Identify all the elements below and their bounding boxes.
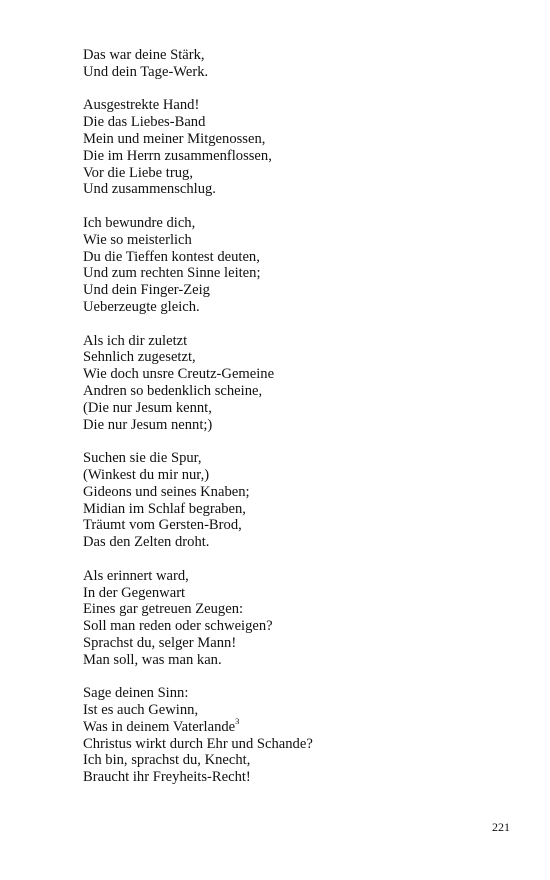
poem-line: [83, 215, 483, 232]
poem-line: [83, 417, 483, 434]
poem-line-text: Und dein Tage-Werk.: [83, 63, 209, 80]
poem-line: [83, 769, 483, 786]
poem-line: [83, 517, 483, 534]
stanza: [83, 450, 483, 551]
stanza: [83, 47, 483, 81]
poem-line-text: Das den Zelten droht.: [83, 534, 210, 551]
poem-line: [83, 400, 483, 417]
poem-line: [83, 450, 483, 467]
poem-line: [83, 64, 483, 81]
poem-line-text: Gideons und seines Knaben;: [83, 483, 250, 500]
poem-line: [83, 484, 483, 501]
stanza: [83, 333, 483, 434]
poem-line: [83, 333, 483, 350]
poem-line: [83, 702, 483, 719]
poem-line: [83, 752, 483, 769]
poem-line: [83, 299, 483, 316]
poem-line-text: Soll man reden oder schweigen?: [83, 618, 273, 635]
poem-line: [83, 383, 483, 400]
poem-line-text: Wie so meisterlich: [83, 231, 192, 248]
poem-line-text: Man soll, was man kan.: [83, 651, 222, 668]
poem-line: [83, 249, 483, 266]
poem-line-text: Sage deinen Sinn:: [83, 685, 189, 702]
poem-line-text: Die das Liebes-Band: [83, 114, 206, 131]
poem-line-text: Du die Tieffen kontest deuten,: [83, 248, 260, 265]
poem-line-text: Sprachst du, selger Mann!: [83, 634, 237, 651]
poem-line: [83, 534, 483, 551]
poem-line: [83, 585, 483, 602]
poem-line: [83, 282, 483, 299]
poem-line: [83, 736, 483, 753]
poem-line-text: Vor die Liebe trug,: [83, 164, 193, 181]
poem-line-text: Die im Herrn zusammenflossen,: [83, 147, 272, 164]
poem-line-text: Das war deine Stärk,: [83, 47, 205, 63]
poem-line: [83, 181, 483, 198]
poem-line-text: Und dein Finger-Zeig: [83, 282, 210, 299]
poem-line-text: Und zum rechten Sinne leiten;: [83, 265, 261, 282]
poem-line: [83, 601, 483, 618]
poem-line: [83, 97, 483, 114]
poem-line-text: Wie doch unsre Creutz-Gemeine: [83, 366, 275, 383]
poem-line: [83, 232, 483, 249]
poem-line-text: Braucht ihr Freyheits-Recht!: [83, 769, 251, 786]
poem-line-text: Die nur Jesum nennt;): [83, 416, 213, 433]
poem-line: [83, 265, 483, 282]
poem-line: [83, 148, 483, 165]
poem-line-text: Als ich dir zuletzt: [83, 332, 188, 349]
poem-line: [83, 635, 483, 652]
poem-line-text: Ich bewundre dich,: [83, 214, 196, 231]
stanza: [83, 97, 483, 198]
poem-line: [83, 114, 483, 131]
poem-line-text: Ist es auch Gewinn,: [83, 702, 199, 719]
stanza: [83, 685, 483, 786]
poem-line: [83, 349, 483, 366]
poem-line-text: Als erinnert ward,: [83, 567, 189, 584]
poem-line: [83, 165, 483, 182]
poem-line-text: Christus wirkt durch Ehr und Schande?: [83, 735, 313, 752]
poem-line-text: Ich bin, sprachst du, Knecht,: [83, 752, 251, 769]
poem-line: [83, 715, 483, 736]
poem-line: [83, 685, 483, 702]
poem-body: [83, 47, 483, 803]
poem-line-text: Und zusammenschlug.: [83, 181, 216, 198]
poem-line-text: Träumt vom Gersten-Brod,: [83, 517, 242, 534]
poem-line: [83, 47, 483, 64]
poem-line-text: Eines gar getreuen Zeugen:: [83, 601, 244, 618]
footnote-marker: 3: [235, 715, 240, 726]
poem-line-text: Andren so bedenklich scheine,: [83, 382, 263, 399]
poem-line: [83, 618, 483, 635]
stanza: [83, 568, 483, 669]
poem-line-text: Was in deinem Vaterlande: [83, 718, 236, 735]
poem-line-text: Ueberzeugte gleich.: [83, 298, 200, 315]
poem-line-text: (Die nur Jesum kennt,: [83, 399, 212, 416]
poem-line: [83, 467, 483, 484]
poem-line-text: Sehnlich zugesetzt,: [83, 349, 196, 366]
poem-line-text: Midian im Schlaf begraben,: [83, 500, 246, 517]
poem-line-text: (Winkest du mir nur,): [83, 466, 210, 483]
poem-line: [83, 131, 483, 148]
poem-line: [83, 501, 483, 518]
poem-line-text: Ausgestrekte Hand!: [83, 97, 200, 114]
page-number: 221: [492, 820, 510, 834]
stanza: [83, 215, 483, 316]
poem-line-text: In der Gegenwart: [83, 584, 186, 601]
poem-line-text: Mein und meiner Mitgenossen,: [83, 130, 266, 147]
poem-line: [83, 366, 483, 383]
poem-line-text: Suchen sie die Spur,: [83, 450, 202, 467]
poem-line: [83, 652, 483, 669]
poem-line: [83, 568, 483, 585]
